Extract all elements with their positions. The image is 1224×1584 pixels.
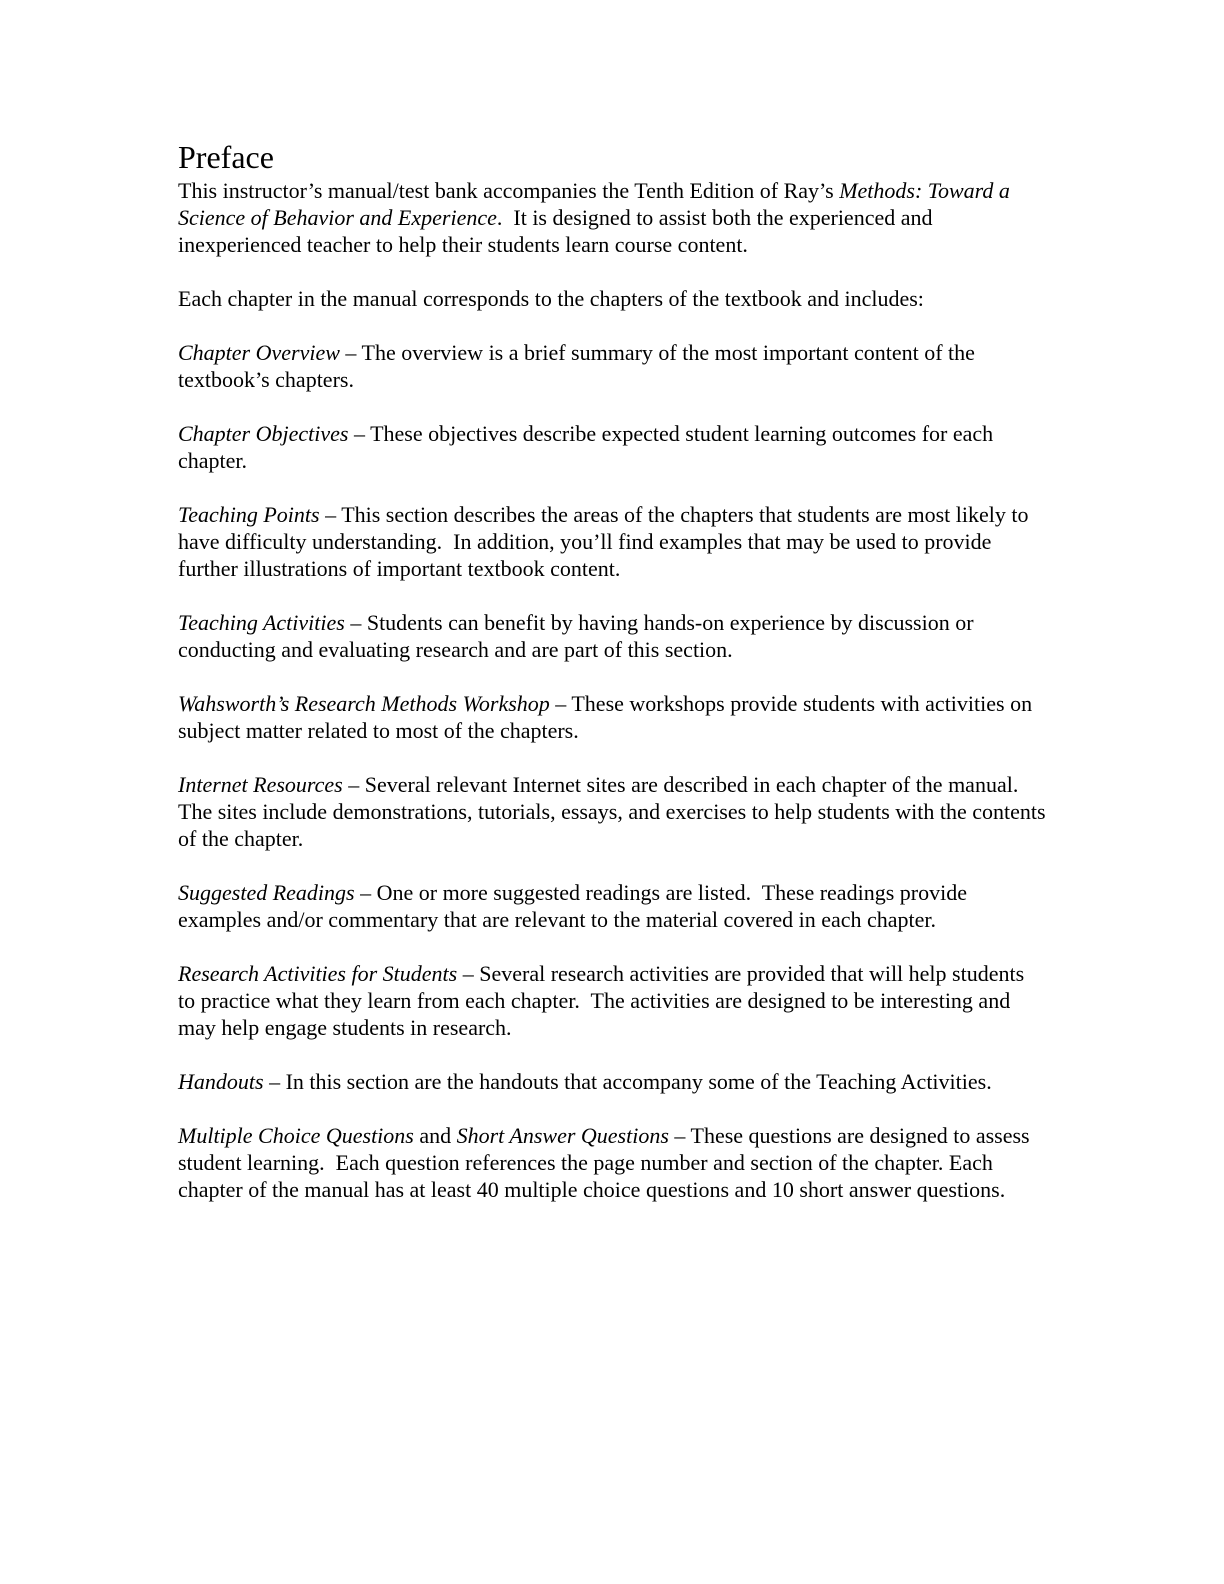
paragraph-handouts <box>178 1068 1046 1095</box>
section-lead-italic: Research Activities for Students <box>178 961 458 986</box>
text-run: – This section describes the areas of the chapters that students are most likely to have difficulty understanding. In addition, you’ll find examples that may be used to provide further illustrations of important textbook content. <box>178 502 1034 581</box>
document-content <box>178 139 1052 1203</box>
text-run: – These workshops provide students with activities on subject matter related to most of the chapters. <box>178 691 1038 743</box>
paragraph-research-activities <box>178 960 1046 1041</box>
paragraph-each-chapter <box>178 285 1046 312</box>
section-lead-italic: Multiple Choice Questions <box>178 1123 414 1148</box>
text-run: . It is designed to assist both the experienced and inexperienced teacher to help their students learn course content. <box>178 205 938 257</box>
page-title: Preface <box>178 139 274 175</box>
text-run: and <box>413 1123 457 1148</box>
text-run: – The overview is a brief summary of the most important content of the textbook’s chapters. <box>178 340 981 392</box>
paragraph-chapter-objectives <box>178 420 1046 474</box>
text-run: – In this section are the handouts that accompany some of the Teaching Activities. <box>263 1069 992 1094</box>
text-run: – Several research activities are provided that will help students to practice what they learn from each chapter. The activities are designed to be interesting and may help engage students in research. <box>178 961 1030 1040</box>
paragraph-teaching-points <box>178 501 1046 582</box>
section-lead-italic: Internet Resources <box>178 772 343 797</box>
section-lead-italic: Suggested Readings <box>178 880 355 905</box>
text-run: Each chapter in the manual corresponds to the chapters of the textbook and includes: <box>178 286 924 311</box>
section-lead-italic: Wahsworth’s Research Methods Workshop <box>178 691 550 716</box>
paragraph-intro <box>178 177 1046 258</box>
paragraph-chapter-overview <box>178 339 1046 393</box>
section-lead-italic: Teaching Activities <box>178 610 345 635</box>
paragraph-wahsworth-workshop <box>178 690 1046 744</box>
book-title-italic: Methods: Toward a Science of Behavior and Experience <box>178 178 1016 230</box>
text-run: – One or more suggested readings are listed. These readings provide examples and/or commentary that are relevant to the material covered in each chapter. <box>178 880 973 932</box>
text-run: – Several relevant Internet sites are described in each chapter of the manual. The sites include demonstrations, tutorials, essays, and exercises to help students with the contents of the chapter. <box>178 772 1052 851</box>
paragraph-suggested-readings <box>178 879 1046 933</box>
section-lead-italic: Chapter Overview <box>178 340 340 365</box>
section-lead-italic: Handouts <box>178 1069 264 1094</box>
text-run: – These questions are designed to assess student learning. Each question references the page number and section of the chapter. Each chapter of the manual has at least 40 multiple choice questions and 10 short answer questions. <box>178 1123 1036 1202</box>
text-run: This instructor’s manual/test bank accompanies the Tenth Edition of Ray’s <box>178 178 840 203</box>
paragraph-internet-resources <box>178 771 1052 852</box>
section-lead-italic: Short Answer Questions <box>456 1123 669 1148</box>
paragraph-questions <box>178 1122 1046 1203</box>
paragraph-teaching-activities <box>178 609 1046 663</box>
text-run: – These objectives describe expected student learning outcomes for each chapter. <box>178 421 999 473</box>
section-lead-italic: Teaching Points <box>178 502 320 527</box>
text-run: – Students can benefit by having hands-on experience by discussion or conducting and evaluating research and are part of this section. <box>178 610 980 662</box>
section-lead-italic: Chapter Objectives <box>178 421 349 446</box>
